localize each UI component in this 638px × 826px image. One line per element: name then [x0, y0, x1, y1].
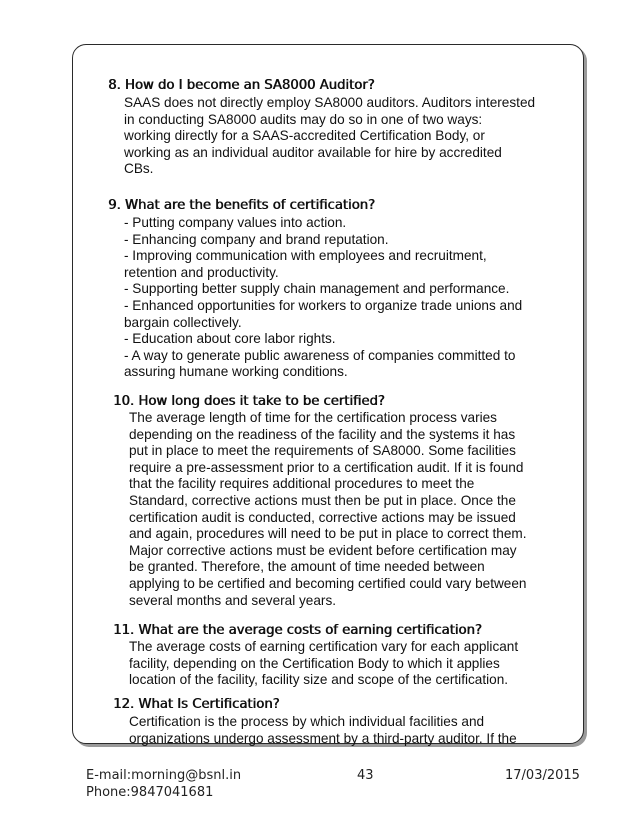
question-10: [113, 393, 385, 410]
answer-9: [124, 215, 522, 381]
answer-line: depending on the readiness of the facility and the systems it has: [129, 426, 516, 442]
answer-line: The average length of time for the certification process varies: [129, 410, 497, 425]
answer-line: - Improving communication with employees and recruitment,: [124, 248, 487, 264]
question-12: [113, 696, 279, 713]
question-11: [113, 622, 482, 639]
answer-line: - Enhancing company and brand reputation.: [124, 231, 389, 247]
question-title: What are the benefits of certification?: [124, 198, 375, 213]
question-title: What are the average costs of earning certification?: [138, 623, 482, 638]
answer-line: The average costs of earning certification vary for each applicant: [129, 639, 519, 654]
question-title: How do I become an SA8000 Auditor?: [124, 78, 375, 93]
question-heading: [113, 393, 385, 410]
answer-line: - Education about core labor rights.: [124, 331, 336, 347]
answer-line: put in place to meet the requirements of SA8000. Some facilities: [129, 443, 516, 459]
answer-8: [124, 95, 535, 178]
answer-line: working as an individual auditor available for hire by accredited: [124, 144, 502, 160]
answer-line: facility, depending on the Certification Body to which it applies: [129, 655, 500, 671]
answer-line: bargain collectively.: [124, 314, 242, 330]
footer-date: 17/03/2015: [505, 768, 580, 783]
question-heading: [113, 696, 279, 713]
question-title: How long does it take to be certified?: [138, 394, 385, 409]
answer-line: - Putting company values into action.: [124, 215, 347, 230]
answer-line: location of the facility, facility size and scope of the certification.: [129, 672, 509, 688]
footer-email: E-mail:morning@bsnl.in: [86, 768, 242, 783]
answer-line: Certification is the process by which individual facilities and: [129, 714, 485, 729]
answer-12: [129, 714, 517, 747]
page-number: 43: [357, 768, 374, 783]
question-title: What Is Certification?: [138, 697, 280, 712]
question-number: 10.: [113, 394, 134, 409]
question-number: 12.: [113, 697, 134, 712]
answer-line: certification audit is conducted, corrective actions may be issued: [129, 509, 516, 525]
answer-line: - Enhanced opportunities for workers to organize trade unions and: [124, 297, 523, 313]
question-heading: [113, 622, 482, 639]
answer-line: in conducting SA8000 audits may do so in one of two ways:: [124, 111, 483, 127]
question-number: 11.: [113, 623, 134, 638]
question-number: 8.: [108, 78, 121, 93]
answer-line: require a pre-assessment prior to a certification audit. If it is found: [129, 459, 524, 475]
answer-line: be granted. Therefore, the amount of time needed between: [129, 559, 485, 575]
answer-line: CBs.: [124, 161, 154, 177]
question-heading: [108, 77, 375, 94]
answer-line: and again, procedures will need to be put in place to correct them.: [129, 526, 527, 542]
answer-line: several months and several years.: [129, 592, 337, 608]
answer-10: [129, 410, 526, 609]
answer-line: assuring humane working conditions.: [124, 364, 348, 380]
question-number: 9.: [108, 198, 121, 213]
answer-line: Major corrective actions must be evident before certification may: [129, 542, 517, 558]
answer-line: Standard, corrective actions must then be put in place. Once the: [129, 492, 516, 508]
footer-phone: Phone:9847041681: [86, 785, 214, 800]
answer-line: that the facility requires additional procedures to meet the: [129, 476, 475, 492]
question-heading: [108, 197, 375, 214]
answer-line: retention and productivity.: [124, 264, 279, 280]
answer-11: [129, 639, 518, 689]
answer-line: working directly for a SAAS-accredited Certification Body, or: [124, 128, 485, 144]
answer-line: organizations undergo assessment by a third-party auditor. If the: [129, 730, 517, 746]
question-8: [108, 77, 375, 94]
answer-line: - A way to generate public awareness of companies committed to: [124, 347, 516, 363]
question-9: [108, 197, 375, 214]
answer-line: SAAS does not directly employ SA8000 auditors. Auditors interested: [124, 95, 536, 110]
answer-line: - Supporting better supply chain management and performance.: [124, 281, 510, 297]
answer-line: applying to be certified and becoming certified could vary between: [129, 575, 527, 591]
